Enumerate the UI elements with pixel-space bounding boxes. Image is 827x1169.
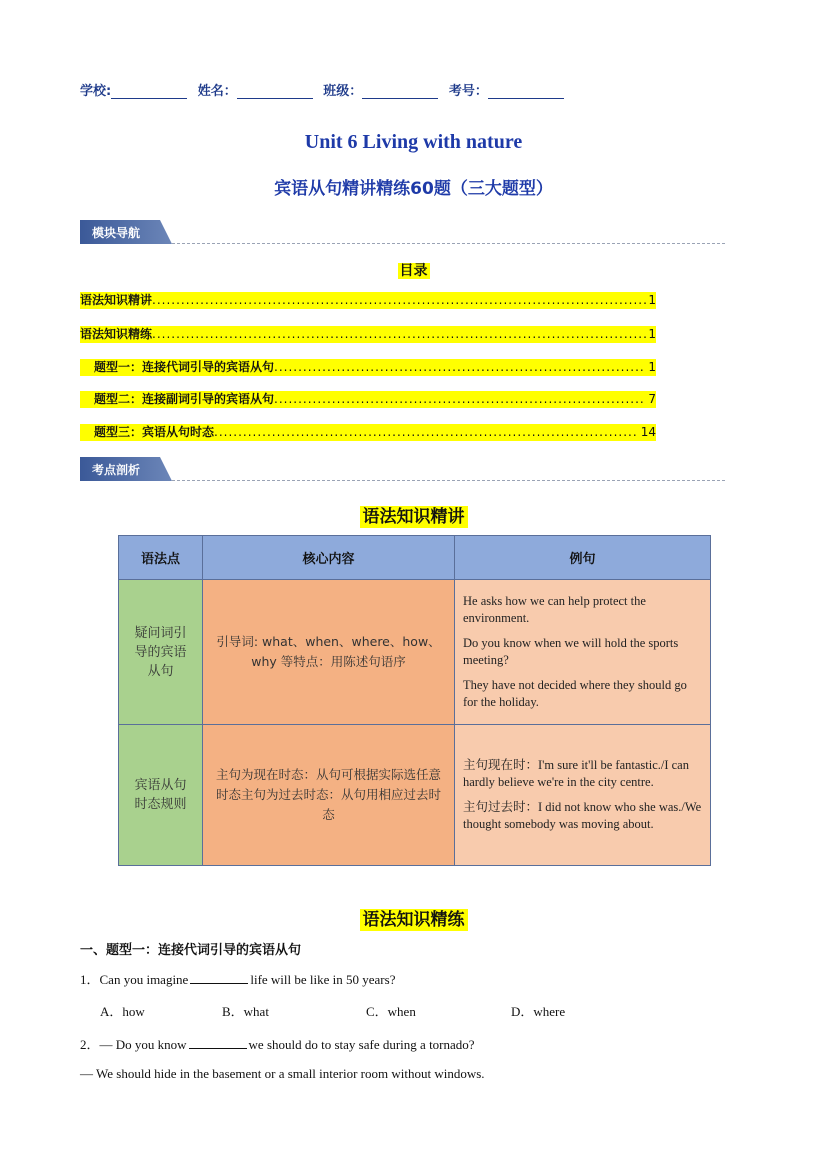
answer-blank[interactable]	[189, 1036, 247, 1049]
name-label: 姓名：	[197, 84, 237, 99]
toc-item-grammar-lecture[interactable]: 语法知识精讲 ..... 1	[80, 292, 656, 309]
option-b[interactable]: B．what	[222, 1004, 269, 1019]
analysis-tag	[80, 457, 172, 481]
analysis-label: 考点剖析	[92, 463, 141, 477]
student-info-line	[80, 80, 570, 99]
answer-blank[interactable]	[190, 971, 248, 984]
toc-item-type-three[interactable]: 题型三：宾语从句时态 ..... 14	[80, 424, 656, 441]
core-cell: 主句为现在时态：从句可根据实际选任意时态主句为过去时态：从句用相应过去时态	[203, 725, 455, 866]
school-blank[interactable]	[111, 84, 187, 99]
class-blank[interactable]	[362, 84, 438, 99]
example-cell: He asks how we can help protect the environment. Do you know when we will hold the sports meeting? They have not decided where they should go for the holiday.	[455, 580, 711, 725]
option-a[interactable]: A．how	[100, 1004, 145, 1019]
section-grammar-lecture-title: 语法知识精讲	[0, 502, 827, 527]
table-row	[119, 580, 711, 725]
module-nav-label: 模块导航	[92, 226, 141, 240]
header-point: 语法点	[119, 536, 203, 580]
toc-item-type-one[interactable]: 题型一：连接代词引导的宾语从句 ..... 1	[80, 359, 656, 376]
point-cell: 宾语从句时态规则	[119, 725, 203, 866]
grammar-table	[118, 535, 711, 866]
section-grammar-practice-title: 语法知识精练	[0, 905, 827, 930]
header-core: 核心内容	[203, 536, 455, 580]
question-1: 1．Can you imagine life will be like in 50 years?	[80, 972, 396, 987]
table-header-row	[119, 536, 711, 580]
part-one-heading: 一、题型一：连接代词引导的宾语从句	[80, 943, 302, 958]
question-2: 2．— Do you know we should do to stay safe during a tornado?	[80, 1037, 475, 1052]
point-cell: 疑问词引导的宾语从句	[119, 580, 203, 725]
nav-divider	[172, 243, 725, 244]
document-subtitle: 宾语从句精讲精练60题（三大题型）	[274, 179, 553, 199]
exam-no-blank[interactable]	[488, 84, 564, 99]
header-example: 例句	[455, 536, 711, 580]
school-label: 学校:	[80, 84, 112, 99]
name-blank[interactable]	[237, 84, 313, 99]
option-c[interactable]: C．when	[366, 1004, 416, 1019]
class-label: 班级：	[323, 84, 363, 99]
analysis-divider	[172, 480, 725, 481]
table-row	[119, 725, 711, 866]
question-2-answer-line: — We should hide in the basement or a small interior room without windows.	[80, 1066, 485, 1081]
toc-item-type-two[interactable]: 题型二：连接副词引导的宾语从句 ..... 7	[80, 391, 656, 408]
question-1-options	[80, 1001, 680, 1019]
example-cell: 主句现在时：I'm sure it'll be fantastic./I can hardly believe we're in the city centre. 主句过去时：I did not know who she was./We thought somebody was moving about.	[455, 725, 711, 866]
module-nav-tag	[80, 220, 172, 244]
toc-title: 目录	[399, 263, 428, 279]
option-d[interactable]: D．where	[511, 1004, 566, 1019]
exam-no-label: 考号：	[448, 84, 488, 99]
core-cell: 引导词: what、when、where、how、why 等特点：用陈述句语序	[203, 580, 455, 725]
toc-item-grammar-practice[interactable]: 语法知识精练 ..... 1	[80, 326, 656, 343]
document-title: Unit 6 Living with nature	[304, 131, 523, 153]
